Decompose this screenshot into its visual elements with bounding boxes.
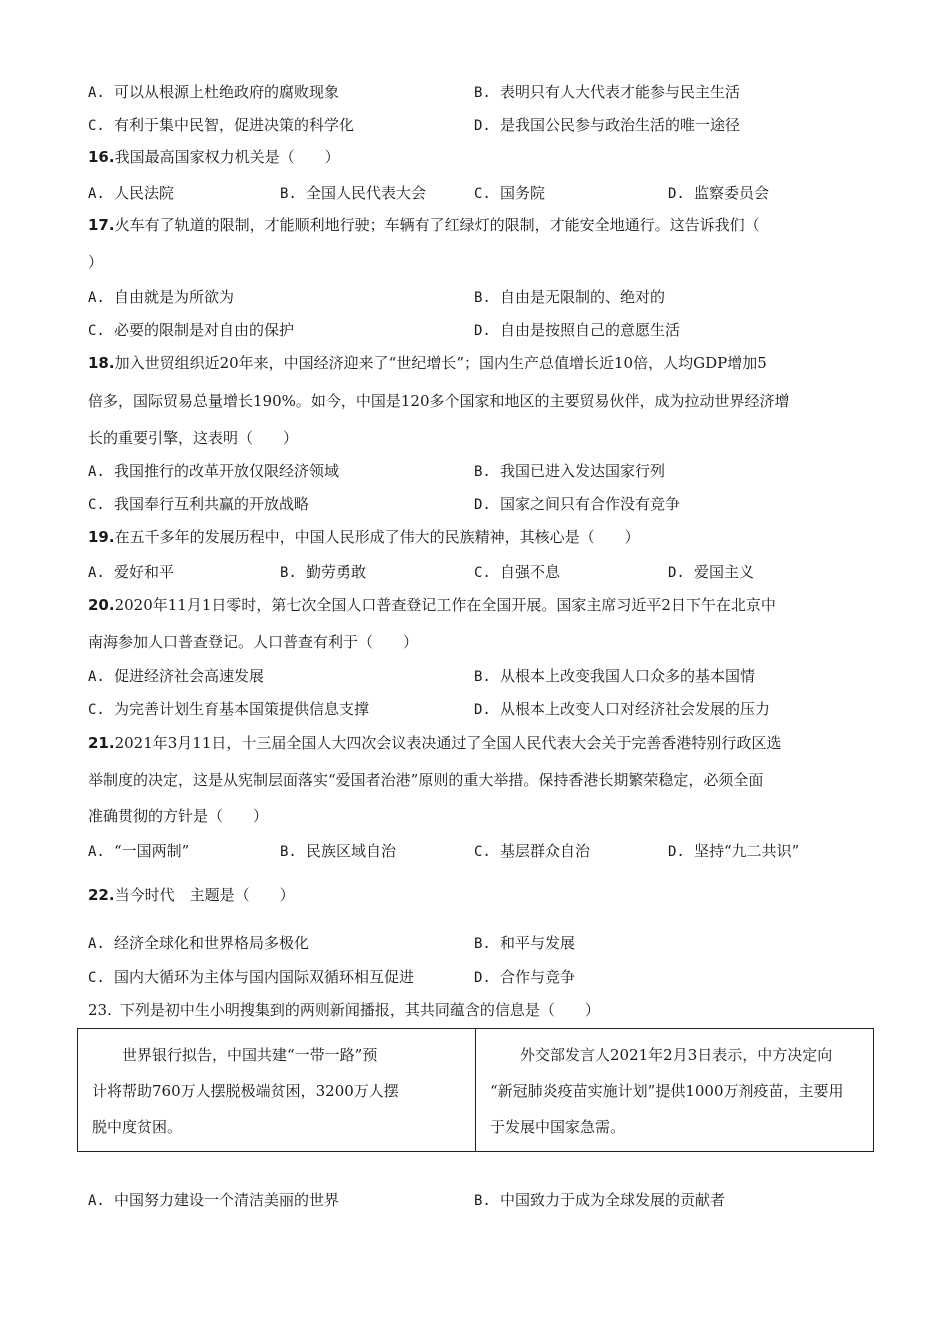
option-label: A.: [88, 464, 105, 480]
option-label: A.: [88, 85, 105, 101]
option-label: C.: [88, 323, 105, 339]
news-text-line: 脱中度贫困。: [92, 1118, 183, 1136]
q18-option-c: [88, 494, 309, 515]
option-text: 中国致力于成为全球发展的贡献者: [500, 1191, 726, 1209]
news-left-cell: [78, 1029, 476, 1152]
q23-stem: [88, 1000, 600, 1020]
q15-option-d: [474, 115, 740, 136]
news-text-line: 于发展中国家急需。: [490, 1118, 626, 1136]
option-label: B.: [474, 936, 491, 952]
option-label: B.: [474, 85, 491, 101]
q22-option-b: [474, 933, 575, 954]
q16-option-b: [280, 183, 426, 204]
option-text: 有利于集中民智，促进决策的科学化: [114, 116, 355, 134]
option-label: B.: [280, 844, 297, 860]
q20-option-c: [88, 699, 369, 720]
q17-option-a: [88, 287, 234, 308]
q21-option-c: [474, 841, 590, 862]
option-label: A.: [88, 936, 105, 952]
q21-option-b: [280, 841, 396, 862]
q19-stem: [88, 527, 640, 547]
option-label: C.: [474, 565, 491, 581]
question-text: 2021年3月11日，十三届全国人大四次会议表决通过了全国人民代表大会关于完善香港特别行政区选: [114, 734, 782, 752]
option-label: D.: [474, 970, 491, 986]
q17-stem: [88, 215, 760, 235]
option-label: C.: [88, 702, 105, 718]
option-label: C.: [88, 970, 105, 986]
q19-option-a: [88, 562, 174, 583]
question-number: 21.: [88, 734, 115, 752]
q20-option-d: [474, 699, 770, 720]
q22-option-a: [88, 933, 309, 954]
option-label: D.: [474, 118, 491, 134]
option-text: 促进经济社会高速发展: [114, 667, 265, 685]
question-number: 22.: [88, 886, 115, 904]
news-text-line: 世界银行拟告，中国共建“一带一路”预: [92, 1046, 378, 1064]
question-number: 23.: [88, 1001, 112, 1019]
option-text: 我国已进入发达国家行列: [500, 462, 666, 480]
option-text: 中国努力建设一个清洁美丽的世界: [114, 1191, 340, 1209]
option-label: B.: [474, 669, 491, 685]
q17-option-c: [88, 320, 294, 341]
q18-option-d: [474, 494, 680, 515]
question-number: 20.: [88, 596, 115, 614]
q20-stem-cont: 南海参加人口普查登记。人口普查有利于（ ）: [88, 633, 419, 651]
question-number: 17.: [88, 216, 115, 234]
question-text: 火车有了轨道的限制，才能顺利地行驶；车辆有了红绿灯的限制，才能安全地通行。这告诉我们（: [114, 216, 760, 234]
question-text: 2020年11月1日零时，第七次全国人口普查登记工作在全国开展。国家主席习近平2日下午在北京中: [114, 596, 776, 614]
q18-stem-cont: 长的重要引擎，这表明（ ）: [88, 429, 299, 447]
option-text: 我国推行的改革开放仅限经济领域: [114, 462, 340, 480]
q17-option-d: [474, 320, 680, 341]
option-text: 从根本上改变人口对经济社会发展的压力: [500, 700, 771, 718]
option-label: A.: [88, 290, 105, 306]
q18-stem: [88, 353, 767, 373]
option-text: 监察委员会: [694, 184, 770, 202]
option-text: 合作与竞争: [500, 968, 576, 986]
q16-option-c: [474, 183, 545, 204]
question-text: 加入世贸组织近20年来，中国经济迎来了“世纪增长”；国内生产总值增长近10倍，人均GDP增加5: [114, 354, 767, 372]
question-number: 16.: [88, 148, 115, 166]
option-text: 爱国主义: [694, 563, 755, 581]
option-text: 自强不息: [500, 563, 561, 581]
option-text: 基层群众自治: [500, 842, 591, 860]
option-text: 为完善计划生育基本国策提供信息支撑: [114, 700, 370, 718]
news-table: [77, 1028, 874, 1152]
option-text: 表明只有人大代表才能参与民主生活: [500, 83, 741, 101]
option-text: 从根本上改变我国人口众多的基本国情: [500, 667, 756, 685]
option-label: B.: [280, 186, 297, 202]
question-text: 下列是初中生小明搜集到的两则新闻播报，其共同蕴含的信息是（ ）: [119, 1001, 600, 1019]
option-text: 爱好和平: [114, 563, 175, 581]
q19-option-d: [668, 562, 754, 583]
option-label: D.: [474, 702, 491, 718]
q20-stem: [88, 595, 776, 615]
q19-option-b: [280, 562, 366, 583]
q18-stem-cont: 倍多，国际贸易总量增长190%。如今，中国是120多个国家和地区的主要贸易伙伴，成为拉动世界经济增: [88, 392, 790, 410]
q23-option-b: [474, 1190, 725, 1211]
q20-option-a: [88, 666, 264, 687]
option-label: A.: [88, 844, 105, 860]
option-text: 经济全球化和世界格局多极化: [114, 934, 310, 952]
option-text: 国内大循环为主体与国内国际双循环相互促进: [114, 968, 415, 986]
q19-option-c: [474, 562, 560, 583]
q15-option-a: [88, 82, 339, 103]
q21-option-d: [668, 841, 799, 862]
option-text: 和平与发展: [500, 934, 576, 952]
option-label: D.: [668, 844, 685, 860]
q16-stem: [88, 147, 340, 167]
q18-option-a: [88, 461, 339, 482]
option-label: C.: [88, 118, 105, 134]
q21-option-a: [88, 841, 189, 862]
option-label: B.: [280, 565, 297, 581]
option-label: D.: [474, 323, 491, 339]
option-label: C.: [88, 497, 105, 513]
question-text: 在五千多年的发展历程中，中国人民形成了伟大的民族精神，其核心是（ ）: [114, 528, 640, 546]
option-label: A.: [88, 1193, 105, 1209]
q22-option-d: [474, 967, 575, 988]
option-text: 全国人民代表大会: [306, 184, 427, 202]
option-label: A.: [88, 565, 105, 581]
question-text: 当今时代 主题是（ ）: [114, 886, 295, 904]
news-text-line: 计将帮助760万人摆脱极端贫困，3200万人摆: [92, 1082, 399, 1100]
q15-option-b: [474, 82, 740, 103]
option-text: 自由是无限制的、绝对的: [500, 288, 666, 306]
option-text: 人民法院: [114, 184, 175, 202]
option-text: 必要的限制是对自由的保护: [114, 321, 295, 339]
news-text-line: 外交部发言人2021年2月3日表示，中方决定向: [490, 1046, 833, 1064]
q22-option-c: [88, 967, 414, 988]
option-label: A.: [88, 186, 105, 202]
option-label: B.: [474, 290, 491, 306]
q23-option-a: [88, 1190, 339, 1211]
option-text: 民族区域自治: [306, 842, 397, 860]
q17-stem-cont: ）: [88, 253, 104, 271]
q15-option-c: [88, 115, 354, 136]
q20-option-b: [474, 666, 755, 687]
option-text: 是我国公民参与政治生活的唯一途径: [500, 116, 741, 134]
news-text-line: “新冠肺炎疫苗实施计划”提供1000万剂疫苗，主要用: [490, 1082, 844, 1100]
option-label: C.: [474, 186, 491, 202]
option-label: D.: [668, 565, 685, 581]
option-label: D.: [474, 497, 491, 513]
option-text: 勤劳勇敢: [306, 563, 367, 581]
option-label: C.: [474, 844, 491, 860]
q16-option-a: [88, 183, 174, 204]
option-label: D.: [668, 186, 685, 202]
option-text: 自由是按照自己的意愿生活: [500, 321, 681, 339]
option-text: 可以从根源上杜绝政府的腐败现象: [114, 83, 340, 101]
option-text: 我国奉行互利共赢的开放战略: [114, 495, 310, 513]
option-label: A.: [88, 669, 105, 685]
question-text: 我国最高国家权力机关是（ ）: [114, 148, 340, 166]
option-text: 国家之间只有合作没有竞争: [500, 495, 681, 513]
option-text: “一国两制”: [114, 842, 190, 860]
option-label: B.: [474, 1193, 491, 1209]
q18-option-b: [474, 461, 665, 482]
question-number: 18.: [88, 354, 115, 372]
option-text: 自由就是为所欲为: [114, 288, 235, 306]
q17-option-b: [474, 287, 665, 308]
option-label: B.: [474, 464, 491, 480]
option-text: 坚持“九二共识”: [694, 842, 800, 860]
question-number: 19.: [88, 528, 115, 546]
news-right-cell: [476, 1029, 874, 1152]
q21-stem-cont: 举制度的决定，这是从宪制层面落实“爱国者治港”原则的重大举措。保持香港长期繁荣稳定，必须全面: [88, 771, 764, 789]
q21-stem: [88, 733, 781, 753]
option-text: 国务院: [500, 184, 546, 202]
q16-option-d: [668, 183, 769, 204]
q22-stem: [88, 885, 295, 905]
q21-stem-cont: 准确贯彻的方针是（ ）: [88, 807, 269, 825]
